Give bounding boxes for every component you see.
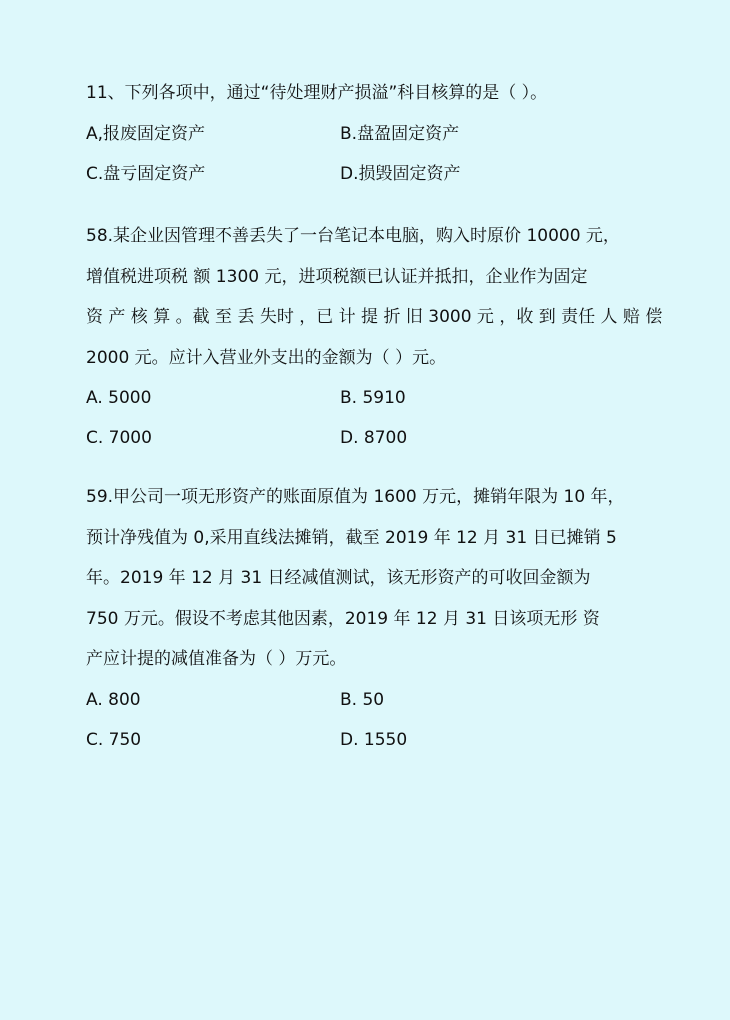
option-d: D.损毁固定资产 [340,163,461,184]
question-stem: 年。2019 年 12 月 31 日经减值测试，该无形资产的可收回金额为 [86,568,591,588]
option-a: A. 5000 [86,388,152,408]
option-row [86,418,646,458]
option-b: B. 5910 [340,388,406,408]
option-b: B.盘盈固定资产 [340,123,460,144]
question-stem: 2000 元。应计入营业外支出的金额为（ ）元。 [86,347,447,368]
question-stem: 58.某企业因管理不善丢失了一台笔记本电脑，购入时原价 10000 元， [86,226,620,246]
option-a: A. 800 [86,689,141,710]
option-row [86,680,646,720]
option-d: D. 8700 [340,428,408,448]
question-11 [86,73,646,194]
question-stem: 59.甲公司一项无形资产的账面原值为 1600 万元，摊销年限为 10 年， [86,487,625,507]
question-stem: 产应计提的减值准备为（ ）万元。 [86,649,347,669]
option-row [86,114,646,154]
question-stem: 11、下列各项中，通过“待处理财产损溢”科目核算的是（ ）。 [86,83,548,103]
option-a: A,报废固定资产 [86,123,206,144]
option-c: C.盘亏固定资产 [86,163,206,184]
option-b: B. 50 [340,689,385,710]
question-59 [86,477,646,760]
option-c: C. 750 [86,729,142,750]
option-c: C. 7000 [86,428,152,448]
option-row [86,720,646,760]
question-stem: 750 万元。假设不考虑其他因素，2019 年 12 月 31 日该项无形 资 [86,608,600,629]
option-d: D. 1550 [340,729,408,750]
question-stem: 资 产 核 算 。截 至 丢 失时 ，已 计 提 折 旧 3000 元 ，收 到 责任 人 赔 偿 [86,307,663,327]
question-stem: 预计净残值为 0,采用直线法摊销，截至 2019 年 12 月 31 日已摊销 5 [86,527,617,548]
option-row [86,378,646,418]
option-row [86,154,646,194]
question-58 [86,216,663,458]
question-stem: 增值税进项税 额 1300 元，进项税额已认证并抵扣，企业作为固定 [86,266,588,287]
